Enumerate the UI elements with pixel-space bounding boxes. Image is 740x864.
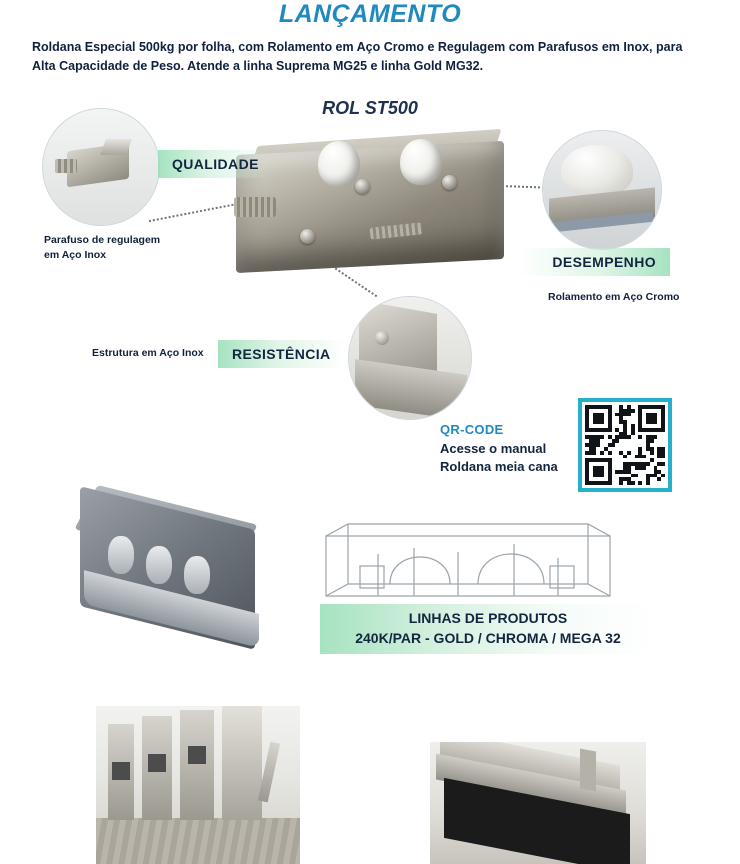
qr-code-matrix [585,405,665,485]
band-qualidade: QUALIDADE [158,150,273,178]
bolt-icon [442,175,457,190]
qr-code-image[interactable] [578,398,672,492]
installation-photo-left [96,706,300,864]
qr-code-title: QR-CODE [440,422,504,437]
callout-circle-desempenho [542,130,662,250]
product-name: ROL ST500 [322,98,418,118]
product-lines-band [320,604,656,654]
caption-qualidade-line2: em Aço Inox [44,249,107,261]
bolt-icon [355,179,370,194]
caption-resistencia: Estrutura em Aço Inox [92,347,204,359]
page-headline: LANÇAMENTO [278,0,462,28]
product-lines-subtitle: 240K/PAR - GOLD / CHROMA / MEGA 32 [355,630,621,646]
caption-qualidade-line1: Parafuso de regulagem [44,234,161,246]
main-product-photo [230,125,515,285]
intro-paragraph: Roldana Especial 500kg por folha, com Rolamento em Aço Cromo e Regulagem com Parafusos em Inox, para Alta Capacidade de Peso. Atende a linha Suprema MG25 e linha Gold MG32. [32,40,683,74]
callout-circle-resistencia [348,296,472,420]
installation-photo-right [430,742,646,864]
wheel-icon [400,139,442,185]
caption-desempenho: Rolamento em Aço Cromo [548,291,680,303]
qr-code-line2: Roldana meia cana [440,459,558,474]
adjustment-screw [234,197,276,217]
callout-circle-qualidade [42,108,160,226]
product-lines-title: LINHAS DE PRODUTOS [408,610,568,626]
wheel-icon [318,141,360,187]
bolt-icon [300,229,315,244]
band-resistencia: RESISTÊNCIA [218,340,345,368]
roller-photo-grey [72,500,262,645]
qr-code-line1: Acesse o manual [440,441,547,456]
band-desempenho: DESEMPENHO [520,248,670,276]
